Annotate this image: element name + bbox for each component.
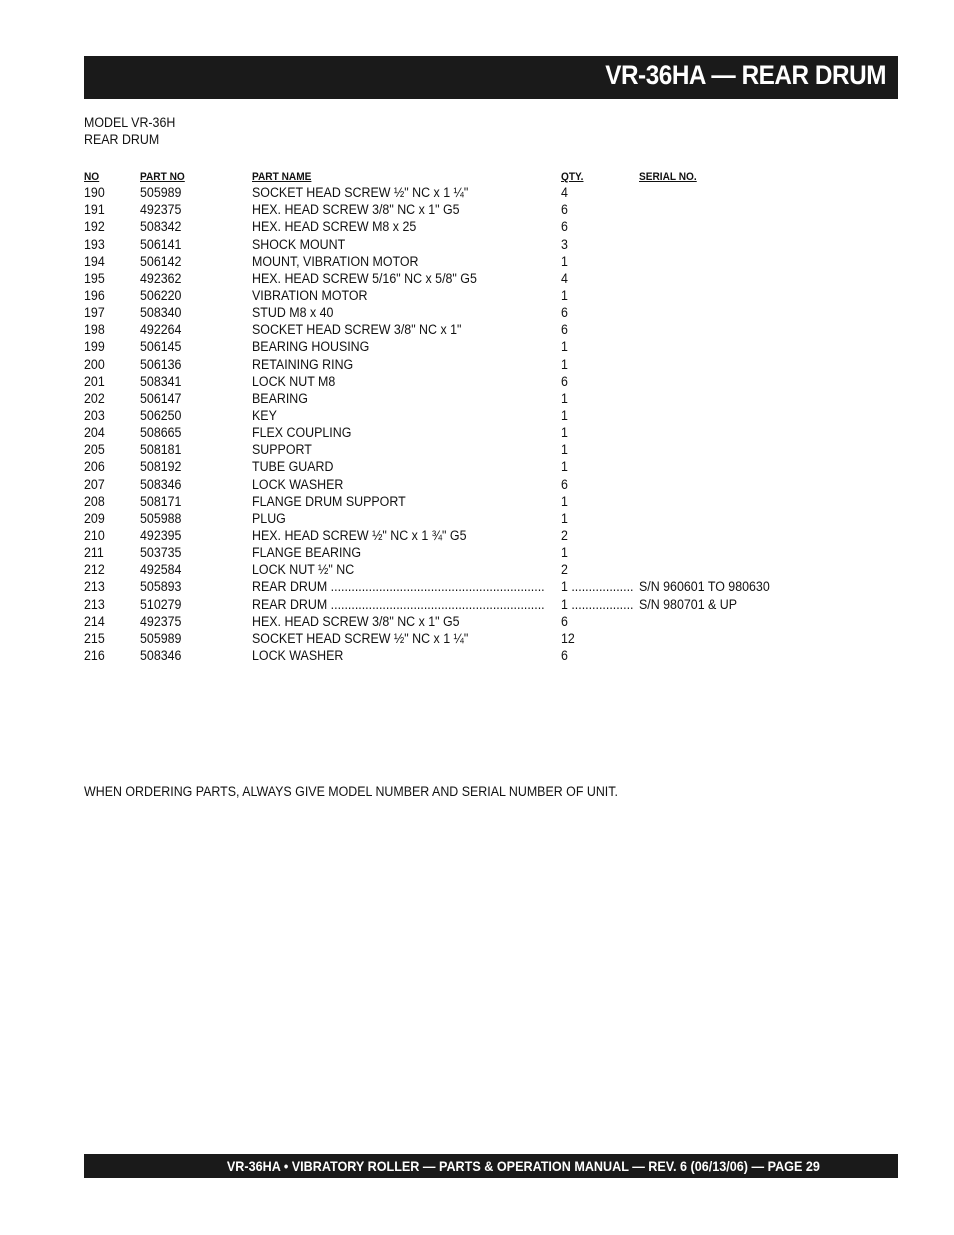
part-number-index: 214 bbox=[84, 613, 105, 629]
table-row bbox=[84, 424, 864, 441]
footer-text: VR-36HA • VIBRATORY ROLLER — PARTS & OPERATION MANUAL — REV. 6 (06/13/06) — PAGE 29 bbox=[226, 1158, 820, 1174]
part-name: VIBRATION MOTOR bbox=[252, 287, 368, 303]
model-line: MODEL VR-36H bbox=[84, 115, 176, 130]
part-number: 508340 bbox=[140, 305, 182, 321]
part-number-index: 199 bbox=[84, 339, 105, 355]
column-header-serial-no: SERIAL NO. bbox=[639, 171, 697, 183]
quantity: 1 .................. bbox=[561, 596, 634, 612]
table-row bbox=[84, 356, 864, 373]
part-number-index: 204 bbox=[84, 425, 105, 441]
part-number-index: 194 bbox=[84, 253, 105, 269]
quantity: 1 bbox=[561, 442, 568, 458]
part-number: 506145 bbox=[140, 339, 182, 355]
table-row bbox=[84, 321, 864, 338]
part-number-index: 203 bbox=[84, 407, 105, 423]
part-number-index: 213 bbox=[84, 596, 105, 612]
quantity: 6 bbox=[561, 322, 568, 338]
part-number-index: 210 bbox=[84, 527, 105, 543]
part-name: LOCK WASHER bbox=[252, 476, 344, 492]
part-name: SUPPORT bbox=[252, 442, 312, 458]
part-number: 492375 bbox=[140, 202, 182, 218]
part-name: FLANGE DRUM SUPPORT bbox=[252, 493, 406, 509]
part-number: 506136 bbox=[140, 356, 182, 372]
part-number: 506142 bbox=[140, 253, 182, 269]
quantity: 1 bbox=[561, 493, 568, 509]
table-row bbox=[84, 544, 864, 561]
table-row bbox=[84, 476, 864, 493]
table-row bbox=[84, 201, 864, 218]
part-number: 508341 bbox=[140, 373, 182, 389]
part-name: LOCK NUT ½" NC bbox=[252, 562, 355, 578]
part-number: 505893 bbox=[140, 579, 182, 595]
part-name: STUD M8 x 40 bbox=[252, 305, 334, 321]
part-number-index: 195 bbox=[84, 270, 105, 286]
table-row bbox=[84, 613, 864, 630]
table-body bbox=[84, 184, 864, 664]
part-number: 506250 bbox=[140, 407, 182, 423]
part-number: 508665 bbox=[140, 425, 182, 441]
part-name: HEX. HEAD SCREW M8 x 25 bbox=[252, 219, 417, 235]
part-name: LOCK WASHER bbox=[252, 647, 344, 663]
table-row bbox=[84, 510, 864, 527]
table-row bbox=[84, 441, 864, 458]
part-name: SOCKET HEAD SCREW ½" NC x 1 ¼" bbox=[252, 630, 469, 646]
quantity: 1 bbox=[561, 407, 568, 423]
table-row bbox=[84, 184, 864, 201]
part-number: 492395 bbox=[140, 527, 182, 543]
table-row bbox=[84, 561, 864, 578]
part-number-index: 205 bbox=[84, 442, 105, 458]
part-number: 505989 bbox=[140, 630, 182, 646]
quantity: 1 bbox=[561, 339, 568, 355]
part-number-index: 216 bbox=[84, 647, 105, 663]
quantity: 2 bbox=[561, 527, 568, 543]
quantity: 1 bbox=[561, 287, 568, 303]
part-number: 505988 bbox=[140, 510, 182, 526]
quantity: 4 bbox=[561, 270, 568, 286]
part-number: 508346 bbox=[140, 647, 182, 663]
table-row bbox=[84, 287, 864, 304]
table-row bbox=[84, 407, 864, 424]
part-name: REAR DRUM .............................................................. bbox=[252, 579, 545, 595]
column-header-qty: QTY. bbox=[561, 171, 584, 183]
part-number: 510279 bbox=[140, 596, 182, 612]
part-name: HEX. HEAD SCREW ½" NC x 1 ¾" G5 bbox=[252, 527, 467, 543]
table-row bbox=[84, 338, 864, 355]
part-name: FLANGE BEARING bbox=[252, 545, 362, 561]
model-info bbox=[84, 114, 175, 148]
part-name: BEARING bbox=[252, 390, 308, 406]
ordering-note: WHEN ORDERING PARTS, ALWAYS GIVE MODEL NUMBER AND SERIAL NUMBER OF UNIT. bbox=[84, 784, 618, 799]
quantity: 6 bbox=[561, 647, 568, 663]
part-number-index: 201 bbox=[84, 373, 105, 389]
part-number: 506141 bbox=[140, 236, 182, 252]
part-number-index: 209 bbox=[84, 510, 105, 526]
quantity: 1 bbox=[561, 545, 568, 561]
table-row bbox=[84, 647, 864, 664]
part-number-index: 191 bbox=[84, 202, 105, 218]
part-number: 508181 bbox=[140, 442, 182, 458]
part-name: BEARING HOUSING bbox=[252, 339, 370, 355]
part-name: HEX. HEAD SCREW 5/16" NC x 5/8" G5 bbox=[252, 270, 477, 286]
part-name: FLEX COUPLING bbox=[252, 425, 352, 441]
section-line: REAR DRUM bbox=[84, 132, 160, 147]
quantity: 6 bbox=[561, 219, 568, 235]
quantity: 1 bbox=[561, 356, 568, 372]
part-number-index: 197 bbox=[84, 305, 105, 321]
table-row bbox=[84, 270, 864, 287]
column-header-part-no: PART NO bbox=[140, 171, 185, 183]
quantity: 3 bbox=[561, 236, 568, 252]
part-name: SOCKET HEAD SCREW ½" NC x 1 ¼" bbox=[252, 185, 469, 201]
part-name: HEX. HEAD SCREW 3/8" NC x 1" G5 bbox=[252, 613, 460, 629]
quantity: 1 bbox=[561, 390, 568, 406]
part-number: 492264 bbox=[140, 322, 182, 338]
table-row bbox=[84, 458, 864, 475]
part-number: 508171 bbox=[140, 493, 182, 509]
quantity: 1 bbox=[561, 510, 568, 526]
part-name: HEX. HEAD SCREW 3/8" NC x 1" G5 bbox=[252, 202, 460, 218]
table-row bbox=[84, 630, 864, 647]
part-number: 508342 bbox=[140, 219, 182, 235]
table-row bbox=[84, 304, 864, 321]
part-number-index: 198 bbox=[84, 322, 105, 338]
part-name: REAR DRUM .............................................................. bbox=[252, 596, 545, 612]
table-row bbox=[84, 493, 864, 510]
part-number: 492584 bbox=[140, 562, 182, 578]
column-header-part-name: PART NAME bbox=[252, 171, 312, 183]
header-bar bbox=[84, 56, 898, 99]
quantity: 1 bbox=[561, 253, 568, 269]
part-number-index: 213 bbox=[84, 579, 105, 595]
quantity: 1 bbox=[561, 459, 568, 475]
part-number-index: 208 bbox=[84, 493, 105, 509]
part-number-index: 190 bbox=[84, 185, 105, 201]
part-number-index: 207 bbox=[84, 476, 105, 492]
table-header-row bbox=[84, 167, 864, 184]
part-number-index: 202 bbox=[84, 390, 105, 406]
part-name: PLUG bbox=[252, 510, 286, 526]
part-number-index: 192 bbox=[84, 219, 105, 235]
part-name: KEY bbox=[252, 407, 277, 423]
part-number: 506220 bbox=[140, 287, 182, 303]
part-number: 505989 bbox=[140, 185, 182, 201]
part-name: TUBE GUARD bbox=[252, 459, 334, 475]
part-number-index: 193 bbox=[84, 236, 105, 252]
quantity: 1 .................. bbox=[561, 579, 634, 595]
part-number: 508346 bbox=[140, 476, 182, 492]
part-name: LOCK NUT M8 bbox=[252, 373, 336, 389]
part-number: 492375 bbox=[140, 613, 182, 629]
page-title: VR-36HA — REAR DRUM bbox=[605, 60, 886, 90]
quantity: 6 bbox=[561, 613, 568, 629]
footer-bar bbox=[84, 1154, 898, 1178]
quantity: 6 bbox=[561, 305, 568, 321]
quantity: 4 bbox=[561, 185, 568, 201]
part-number: 506147 bbox=[140, 390, 182, 406]
part-number-index: 206 bbox=[84, 459, 105, 475]
table-row bbox=[84, 596, 864, 613]
part-name: RETAINING RING bbox=[252, 356, 354, 372]
part-name: SOCKET HEAD SCREW 3/8" NC x 1" bbox=[252, 322, 462, 338]
quantity: 2 bbox=[561, 562, 568, 578]
table-row bbox=[84, 373, 864, 390]
part-number-index: 215 bbox=[84, 630, 105, 646]
serial-range: S/N 960601 TO 980630 bbox=[639, 579, 770, 595]
table-row bbox=[84, 390, 864, 407]
part-number-index: 211 bbox=[84, 545, 104, 561]
quantity: 6 bbox=[561, 476, 568, 492]
part-number-index: 196 bbox=[84, 287, 105, 303]
parts-table bbox=[84, 167, 864, 664]
column-header-no: NO bbox=[84, 171, 100, 183]
part-number-index: 200 bbox=[84, 356, 105, 372]
table-row bbox=[84, 527, 864, 544]
table-row bbox=[84, 218, 864, 235]
table-row bbox=[84, 253, 864, 270]
quantity: 6 bbox=[561, 202, 568, 218]
quantity: 6 bbox=[561, 373, 568, 389]
quantity: 1 bbox=[561, 425, 568, 441]
part-number-index: 212 bbox=[84, 562, 105, 578]
table-row bbox=[84, 236, 864, 253]
serial-range: S/N 980701 & UP bbox=[639, 596, 738, 612]
part-name: MOUNT, VIBRATION MOTOR bbox=[252, 253, 419, 269]
part-number: 508192 bbox=[140, 459, 182, 475]
part-number: 503735 bbox=[140, 545, 182, 561]
part-name: SHOCK MOUNT bbox=[252, 236, 346, 252]
quantity: 12 bbox=[561, 630, 575, 646]
table-row bbox=[84, 578, 864, 595]
part-number: 492362 bbox=[140, 270, 182, 286]
